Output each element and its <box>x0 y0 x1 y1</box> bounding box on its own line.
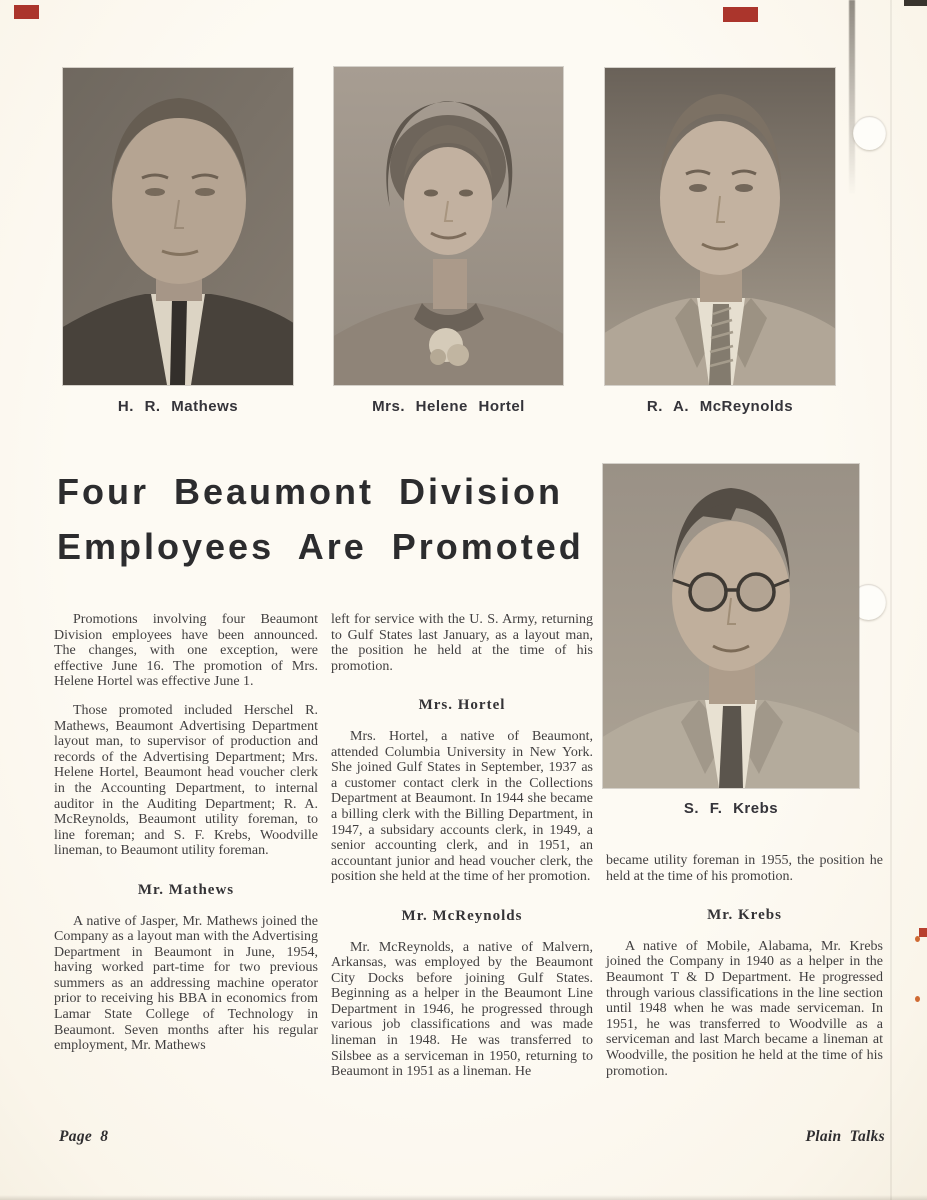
ink-speck <box>915 936 920 942</box>
paragraph: Promotions involving four Beaumont Division employees have been announced. The changes, with one exception, were effective June 16. The promotion of Mrs. Helene Hortel was effective June 1. <box>54 612 318 690</box>
section-heading-hortel: Mrs. Hortel <box>418 697 506 714</box>
photo-caption-mcreynolds: R. A. McReynolds <box>646 398 794 415</box>
red-ink-mark-right-edge <box>919 928 927 937</box>
portrait-illustration <box>63 68 293 385</box>
photo-krebs <box>603 464 859 788</box>
photo-mcreynolds <box>605 68 835 385</box>
photo-caption-hortel: Mrs. Helene Hortel <box>372 398 525 415</box>
photo-hortel <box>334 67 563 385</box>
paragraph: Those promoted included Herschel R. Mathews, Beaumont Advertising Department layout man, to supervisor of production and records of the Advertising Department; Mrs. Helene Hortel, Beaumont head voucher clerk in the Accounting Department, to internal auditor in the Auditing Department; R. A. McReynolds, Beaumont utility foreman, to line foreman; and S. F. Krebs, Woodville lineman, to Beaumont utility foreman. <box>54 702 318 859</box>
article-headline <box>57 464 584 574</box>
portrait-illustration <box>334 67 563 385</box>
scan-corner-mark <box>904 0 927 6</box>
page-bottom-shadow <box>0 1195 927 1200</box>
portrait-illustration <box>603 464 859 788</box>
paragraph: left for service with the U. S. Army, returning to Gulf States last January, as a layout man, the position he held at the time of his promotion. <box>331 612 593 674</box>
paragraph: A native of Mobile, Alabama, Mr. Krebs joined the Company in 1940 as a helper in the Beaumont T & D Department. He progressed through various classifications in the line section until 1948 when he was made serviceman. In 1951, he was transferred to Woodville as a serviceman and last March became a lineman at Woodville, the position he held at the time of his promotion. <box>606 938 883 1079</box>
page-number: Page 8 <box>59 1128 109 1145</box>
section-heading-krebs: Mr. Krebs <box>707 907 782 924</box>
photo-caption-krebs: S. F. Krebs <box>683 800 779 817</box>
article-column-3 <box>606 853 883 1092</box>
page-edge-line <box>890 0 892 1200</box>
photo-mathews <box>63 68 293 385</box>
red-ink-mark-top-right <box>723 7 758 22</box>
publication-name: Plain Talks <box>805 1128 885 1145</box>
section-heading-mathews: Mr. Mathews <box>137 881 235 898</box>
paragraph: Mrs. Hortel, a native of Beaumont, attended Columbia University in New York. She joined Gulf States in September, 1937 as a customer contact clerk in the Collections Department at Beaumont. In 1944 she became a billing clerk with the Billing Department, in 1947, a subsidary accounts clerk, in 1949, a senior accounting clerk, and in 1951, an accountant junior and head voucher clerk, the position she held at the time of her promotion. <box>331 728 593 885</box>
red-ink-mark-top-left <box>14 5 39 19</box>
headline-line-1: Four Beaumont Division <box>57 471 564 512</box>
portrait-illustration <box>605 68 835 385</box>
paragraph: A native of Jasper, Mr. Mathews joined the Company as a layout man with the Advertising Department in Beaumont in June, 1954, having worked part-time for two previous summers as an addressing machine operator prior to receiving his BBA in economics from Lamar State College of Technology in Beaumont. Seven months after his regular employment, Mr. Mathews <box>54 913 318 1054</box>
punch-hole <box>853 116 886 150</box>
headline-line-2: Employees Are Promoted <box>57 526 584 567</box>
photo-caption-mathews: H. R. Mathews <box>117 398 239 415</box>
section-heading-mcreynolds: Mr. McReynolds <box>401 907 523 924</box>
paragraph: Mr. McReynolds, a native of Malvern, Arkansas, was employed by the Beaumont City Docks before joining Gulf States. Beginning as a helper in the Beaumont Line Department in 1946, he progressed through various job classifications and was made lineman in 1948. He was transferred to Silsbee as a serviceman in 1950, returning to Beaumont in 1951 as a lineman. He <box>331 939 593 1080</box>
paragraph: became utility foreman in 1955, the position he held at the time of his promotion. <box>606 853 883 884</box>
article-column-1 <box>54 612 318 1067</box>
ink-speck <box>915 996 920 1002</box>
scan-streak <box>849 0 855 195</box>
article-column-2 <box>331 612 593 1093</box>
